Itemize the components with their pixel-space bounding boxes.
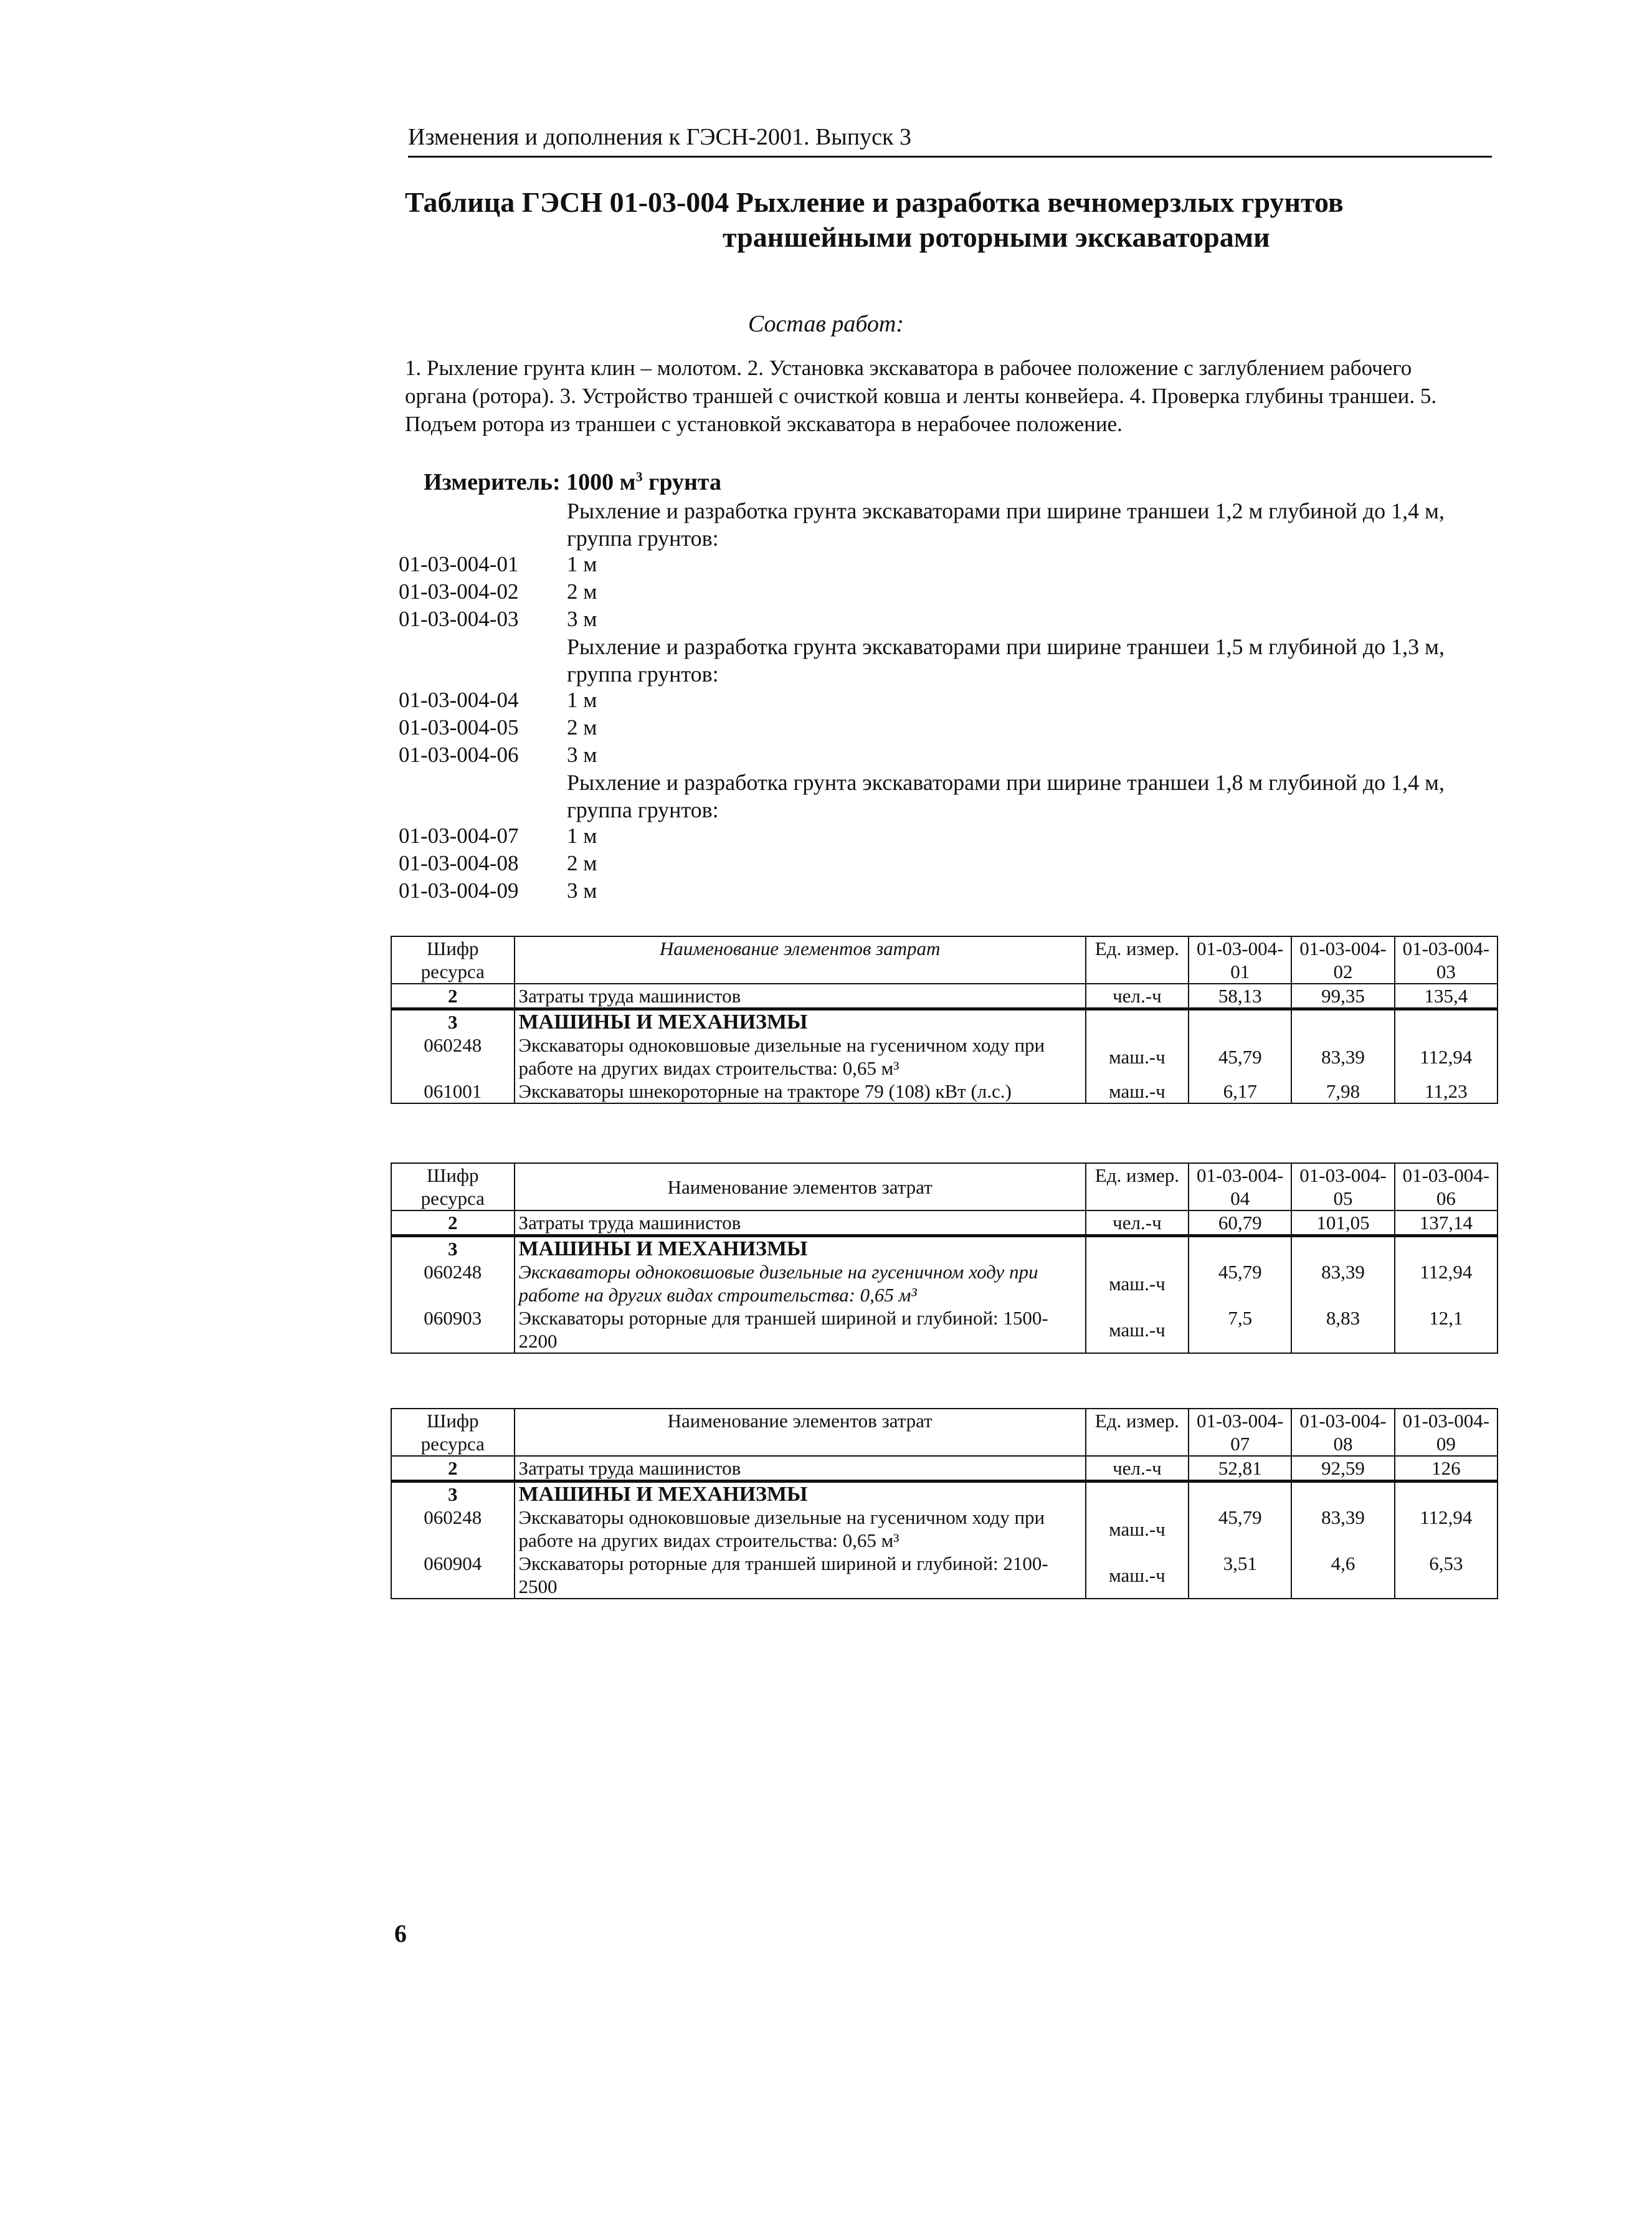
meter bbox=[424, 468, 721, 496]
row-code: 2 bbox=[391, 1210, 515, 1236]
table-row bbox=[391, 1456, 1498, 1481]
header-name: Наименование элементов затрат bbox=[515, 1409, 1086, 1456]
norm-label: 2 м bbox=[567, 851, 597, 875]
header-unit: Ед. измер. bbox=[1086, 936, 1189, 984]
resource-table bbox=[391, 1408, 1498, 1599]
row-value: 45,79 bbox=[1189, 1260, 1291, 1306]
header-col: 01-03-004-01 bbox=[1189, 936, 1291, 984]
table-row bbox=[391, 1306, 1498, 1353]
row-value: 92,59 bbox=[1291, 1456, 1394, 1481]
table-title-line-1: Таблица ГЭСН 01-03-004 Рыхление и разработка вечномерзлых грунтов bbox=[405, 186, 1344, 218]
table-row bbox=[391, 1552, 1498, 1599]
row-code: 061001 bbox=[391, 1080, 515, 1103]
header-col: 01-03-004-06 bbox=[1395, 1163, 1498, 1210]
row-code: 3 bbox=[391, 1009, 515, 1034]
row-unit: чел.-ч bbox=[1086, 1456, 1189, 1481]
norm-label: 3 м bbox=[567, 743, 597, 767]
running-head: Изменения и дополнения к ГЭСН-2001. Выпуск 3 bbox=[408, 123, 1492, 158]
norm-code: 01-03-004-04 bbox=[399, 688, 519, 712]
row-value: 126 bbox=[1395, 1456, 1498, 1481]
row-value: 11,23 bbox=[1395, 1080, 1498, 1103]
table-row bbox=[391, 1236, 1498, 1261]
row-value: 112,94 bbox=[1395, 1260, 1498, 1306]
header-col: 01-03-004-05 bbox=[1291, 1163, 1394, 1210]
header-name: Наименование элементов затрат bbox=[515, 1163, 1086, 1210]
table-row bbox=[391, 1009, 1498, 1034]
meter-unit: грунта bbox=[642, 469, 721, 495]
row-unit: маш.-ч bbox=[1086, 1506, 1189, 1552]
row-value: 101,05 bbox=[1291, 1210, 1394, 1236]
norm-label: 1 м bbox=[567, 824, 597, 848]
meter-sup: 3 bbox=[635, 468, 643, 485]
header-name: Наименование элементов затрат bbox=[515, 936, 1086, 984]
row-name: Затраты труда машинистов bbox=[515, 1210, 1086, 1236]
row-value: 112,94 bbox=[1395, 1506, 1498, 1552]
row-value: 60,79 bbox=[1189, 1210, 1291, 1236]
row-code: 060903 bbox=[391, 1306, 515, 1353]
row-value: 12,1 bbox=[1395, 1306, 1498, 1353]
row-value: 8,83 bbox=[1291, 1306, 1394, 1353]
composition-label: Состав работ: bbox=[748, 311, 904, 337]
row-value: 7,5 bbox=[1189, 1306, 1291, 1353]
row-name: Экскаваторы одноковшовые дизельные на гусеничном ходу при работе на других видах строительства: 0,65 м³ bbox=[515, 1506, 1086, 1552]
row-value: 137,14 bbox=[1395, 1210, 1498, 1236]
row-unit: маш.-ч bbox=[1086, 1034, 1189, 1080]
row-value: 45,79 bbox=[1189, 1034, 1291, 1080]
row-value: 83,39 bbox=[1291, 1034, 1394, 1080]
row-code: 3 bbox=[391, 1481, 515, 1506]
header-code: Шифр ресурса bbox=[391, 936, 515, 984]
row-value: 3,51 bbox=[1189, 1552, 1291, 1599]
table-row bbox=[391, 1080, 1498, 1103]
row-unit: маш.-ч bbox=[1086, 1080, 1189, 1103]
table-row bbox=[391, 1034, 1498, 1080]
norm-code: 01-03-004-05 bbox=[399, 715, 519, 739]
header-unit: Ед. измер. bbox=[1086, 1409, 1189, 1456]
header-code: Шифр ресурса bbox=[391, 1409, 515, 1456]
row-name: Экскаваторы одноковшовые дизельные на гусеничном ходу при работе на других видах строительства: 0,65 м³ bbox=[515, 1260, 1086, 1306]
row-unit: маш.-ч bbox=[1086, 1260, 1189, 1306]
section-title: МАШИНЫ И МЕХАНИЗМЫ bbox=[515, 1481, 1086, 1506]
row-unit: чел.-ч bbox=[1086, 1210, 1189, 1236]
norm-code: 01-03-004-06 bbox=[399, 743, 519, 767]
group-description: Рыхление и разработка грунта экскаваторами при ширине траншеи 1,5 м глубиной до 1,3 м, группа грунтов: bbox=[567, 634, 1445, 687]
row-unit: маш.-ч bbox=[1086, 1306, 1189, 1353]
row-name: Затраты труда машинистов bbox=[515, 1456, 1086, 1481]
row-value: 6,53 bbox=[1395, 1552, 1498, 1599]
page-number: 6 bbox=[394, 1919, 407, 1947]
section-title: МАШИНЫ И МЕХАНИЗМЫ bbox=[515, 1236, 1086, 1261]
row-value: 58,13 bbox=[1189, 984, 1291, 1009]
row-value: 83,39 bbox=[1291, 1260, 1394, 1306]
row-value: 83,39 bbox=[1291, 1506, 1394, 1552]
row-name: Экскаваторы роторные для траншей шириной и глубиной: 2100-2500 bbox=[515, 1552, 1086, 1599]
header-col: 01-03-004-08 bbox=[1291, 1409, 1394, 1456]
header-code: Шифр ресурса bbox=[391, 1163, 515, 1210]
norm-label: 2 м bbox=[567, 715, 597, 739]
row-name: Затраты труда машинистов bbox=[515, 984, 1086, 1009]
norm-label: 1 м bbox=[567, 688, 597, 712]
row-code: 2 bbox=[391, 1456, 515, 1481]
norm-label: 2 м bbox=[567, 579, 597, 604]
header-col: 01-03-004-04 bbox=[1189, 1163, 1291, 1210]
header-col: 01-03-004-03 bbox=[1395, 936, 1498, 984]
row-code: 2 bbox=[391, 984, 515, 1009]
resource-table bbox=[391, 1163, 1498, 1354]
row-value: 4,6 bbox=[1291, 1552, 1394, 1599]
row-code: 3 bbox=[391, 1236, 515, 1261]
norm-code: 01-03-004-03 bbox=[399, 607, 519, 631]
row-value: 6,17 bbox=[1189, 1080, 1291, 1103]
header-col: 01-03-004-02 bbox=[1291, 936, 1394, 984]
section-title: МАШИНЫ И МЕХАНИЗМЫ bbox=[515, 1009, 1086, 1034]
group-description: Рыхление и разработка грунта экскаваторами при ширине траншеи 1,2 м глубиной до 1,4 м, группа грунтов: bbox=[567, 498, 1445, 551]
row-name: Экскаваторы роторные для траншей шириной и глубиной: 1500-2200 bbox=[515, 1306, 1086, 1353]
resource-table bbox=[391, 936, 1498, 1104]
row-name: Экскаваторы одноковшовые дизельные на гусеничном ходу при работе на других видах строительства: 0,65 м³ bbox=[515, 1034, 1086, 1080]
row-name: Экскаваторы шнекороторные на тракторе 79 (108) кВт (л.с.) bbox=[515, 1080, 1086, 1103]
row-unit: чел.-ч bbox=[1086, 984, 1189, 1009]
norm-code: 01-03-004-08 bbox=[399, 851, 519, 875]
norm-label: 1 м bbox=[567, 552, 597, 576]
row-code: 060904 bbox=[391, 1552, 515, 1599]
row-value: 135,4 bbox=[1395, 984, 1498, 1009]
row-code: 060248 bbox=[391, 1034, 515, 1080]
composition-text: 1. Рыхление грунта клин – молотом. 2. Установка экскаватора в рабочее положение с заглублением рабочего органа (ротора). 3. Устройство траншей с очисткой ковша и ленты конвейера. 4. Проверка глубины траншеи. 5. Подъем ротора из траншеи с установкой экскаватора в нерабочее положение. bbox=[405, 356, 1437, 436]
norm-code: 01-03-004-02 bbox=[399, 579, 519, 604]
table-row bbox=[391, 1260, 1498, 1306]
row-value: 112,94 bbox=[1395, 1034, 1498, 1080]
table-title-line-2: траншейными роторными экскаваторами bbox=[723, 221, 1270, 253]
row-value: 7,98 bbox=[1291, 1080, 1394, 1103]
table-row bbox=[391, 1506, 1498, 1552]
norm-label: 3 м bbox=[567, 607, 597, 631]
table-row bbox=[391, 1210, 1498, 1236]
norm-code: 01-03-004-07 bbox=[399, 824, 519, 848]
norm-code: 01-03-004-09 bbox=[399, 878, 519, 903]
row-code: 060248 bbox=[391, 1260, 515, 1306]
meter-label: Измеритель: 1000 м bbox=[424, 469, 636, 495]
norm-code: 01-03-004-01 bbox=[399, 552, 519, 576]
table-row bbox=[391, 984, 1498, 1009]
header-unit: Ед. измер. bbox=[1086, 1163, 1189, 1210]
group-description: Рыхление и разработка грунта экскаваторами при ширине траншеи 1,8 м глубиной до 1,4 м, группа грунтов: bbox=[567, 770, 1445, 822]
table-row bbox=[391, 1481, 1498, 1506]
header-col: 01-03-004-07 bbox=[1189, 1409, 1291, 1456]
row-value: 99,35 bbox=[1291, 984, 1394, 1009]
norm-label: 3 м bbox=[567, 878, 597, 903]
row-value: 45,79 bbox=[1189, 1506, 1291, 1552]
row-value: 52,81 bbox=[1189, 1456, 1291, 1481]
row-unit: маш.-ч bbox=[1086, 1552, 1189, 1599]
row-code: 060248 bbox=[391, 1506, 515, 1552]
header-col: 01-03-004-09 bbox=[1395, 1409, 1498, 1456]
